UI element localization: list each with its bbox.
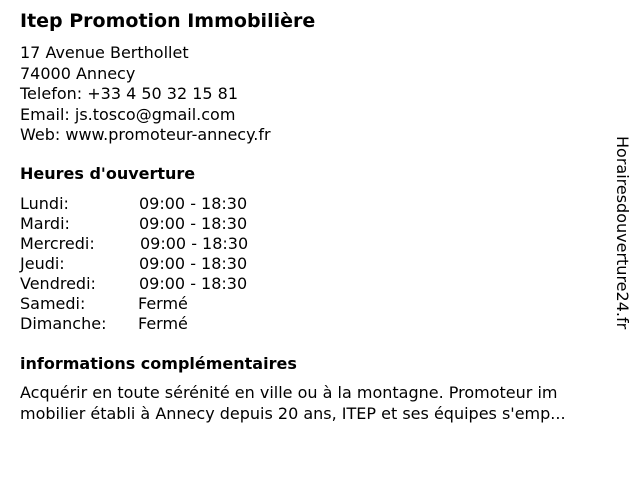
time-value: Fermé xyxy=(138,314,188,333)
day-label: Jeudi: xyxy=(20,254,65,273)
contact-block xyxy=(20,43,271,146)
hours-row-thursday xyxy=(20,254,320,274)
street-address: 17 Avenue Berthollet xyxy=(20,43,189,62)
day-label: Mardi: xyxy=(20,214,70,233)
hours-row-friday xyxy=(20,274,320,294)
business-name: Itep Promotion Immobilière xyxy=(20,10,316,32)
day-label: Dimanche: xyxy=(20,314,107,333)
site-watermark xyxy=(612,136,632,356)
time-value: 09:00 - 18:30 xyxy=(139,254,248,273)
email-address: Email: js.tosco@gmail.com xyxy=(20,104,236,124)
time-value: 09:00 - 18:30 xyxy=(139,194,248,213)
day-label: Samedi: xyxy=(20,294,86,313)
hours-row-wednesday xyxy=(20,234,320,254)
site-watermark-text: Horairesdouverture24.fr xyxy=(613,136,632,330)
day-label: Lundi: xyxy=(20,194,69,213)
info-text xyxy=(20,382,566,424)
hours-row-tuesday xyxy=(20,214,320,234)
info-line-2: mobilier établi à Annecy depuis 20 ans, ITEP et ses équipes s'emp... xyxy=(20,404,566,423)
phone-number: Telefon: +33 4 50 32 15 81 xyxy=(20,84,239,103)
day-label: Mercredi: xyxy=(20,234,95,253)
info-line-1: Acquérir en toute sérénité en ville ou à la montagne. Promoteur im xyxy=(20,383,558,402)
info-heading: informations complémentaires xyxy=(20,354,297,373)
opening-hours-table xyxy=(20,194,320,334)
time-value: Fermé xyxy=(138,294,188,313)
hours-row-saturday xyxy=(20,294,320,314)
time-value: 09:00 - 18:30 xyxy=(140,234,249,253)
website: Web: www.promoteur-annecy.fr xyxy=(20,125,271,144)
hours-row-monday xyxy=(20,194,320,214)
time-value: 09:00 - 18:30 xyxy=(139,274,248,293)
time-value: 09:00 - 18:30 xyxy=(139,214,248,233)
city-address: 74000 Annecy xyxy=(20,63,136,83)
day-label: Vendredi: xyxy=(20,274,96,293)
hours-heading: Heures d'ouverture xyxy=(20,164,196,183)
hours-row-sunday xyxy=(20,314,320,334)
